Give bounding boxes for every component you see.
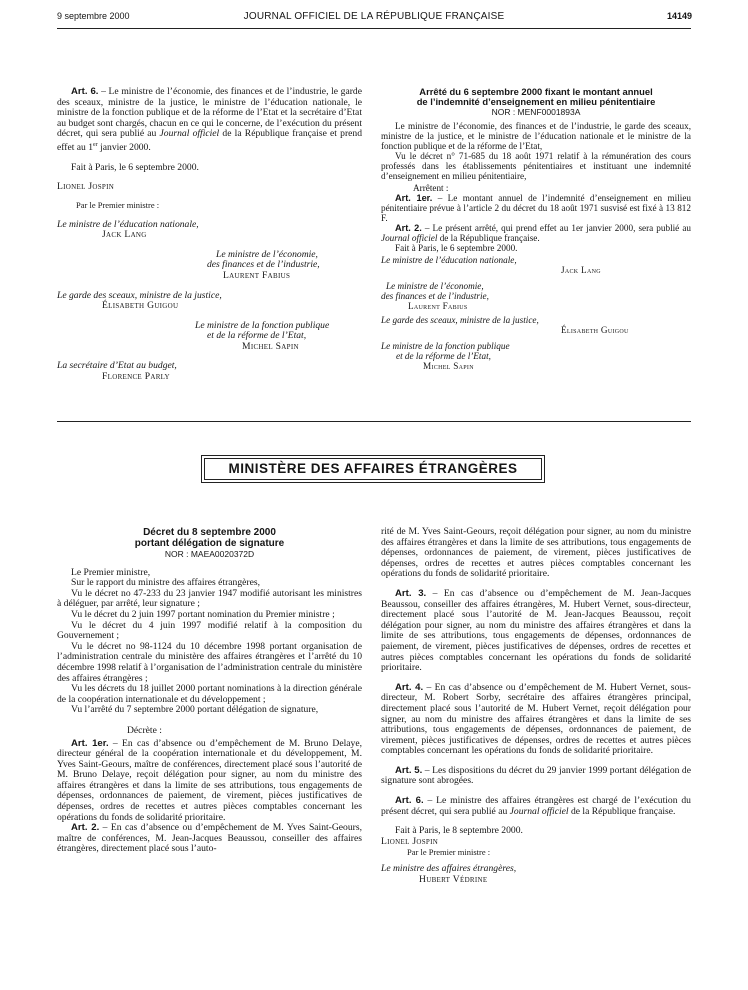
article-label: Art. 4. xyxy=(395,681,424,693)
journal-title: JOURNAL OFFICIEL DE LA RÉPUBLIQUE FRANÇAISE xyxy=(243,11,505,22)
page-number: 14149 xyxy=(666,11,692,21)
article-3 xyxy=(381,589,691,674)
bottom-left-column xyxy=(57,527,362,855)
decret-title xyxy=(57,527,362,549)
top-left-column xyxy=(57,87,362,383)
decrete: Décrète : xyxy=(127,724,162,736)
fait-a-paris: Fait à Paris, le 6 septembre 2000. xyxy=(395,243,518,253)
fait-a-paris: Fait à Paris, le 8 septembre 2000. xyxy=(395,825,523,837)
article-text: – En cas d’absence ou d’empêchement de M. Jean-Jacques Beaussou, conseiller des affaires étrangères, M. Hubert Vernet, sous-directeur, directement placé sous l’autorité de M. Jean-Jacques Beaussou, reçoit délégation pour signer, au nom du ministre des affaires étrangères et dans la limite de ses attributions, tous engagements de dépenses, ordonnances de paiement, de virement, pièces justificatives de dépenses, ordres de recettes et autres pièces comptables concernant les opérations du fonds de solidarité prioritaire. xyxy=(381,587,691,674)
signatory-role-cont: et de la réforme de l’Etat, xyxy=(396,351,491,361)
signatory-role: Le garde des sceaux, ministre de la justice, xyxy=(57,289,222,301)
visa: Vu le décret no 47-233 du 23 janvier 1947 modifié autorisant les ministres à déléguer, par arrêté, leur signature ; xyxy=(57,587,362,610)
signatory-name: Laurent Fabius xyxy=(223,269,291,281)
superscript: er xyxy=(93,141,98,148)
signatory-name: Jack Lang xyxy=(561,265,601,275)
article-label: Art. 2. xyxy=(395,223,422,233)
article-text: – Le ministre des affaires étrangères est chargé de l’exécution du présent décret, qui sera publié au xyxy=(381,795,691,817)
preamble: Le Premier ministre, xyxy=(71,566,151,578)
signatory-role-cont: des finances et de l’industrie, xyxy=(207,259,320,271)
article-text-end: de la République française et prend effet au 1 xyxy=(57,128,362,154)
article-text: – Le ministre de l’économie, des finances et de l’industrie, le garde des sceaux, ministre de la justice, le ministre de l’éducation nationale, le ministre de la fonction publique et de la réforme de l’Etat et la secrétaire d’Etat au budget sont chargés, chacun en ce qui le concerne, de l’exécution du présent décret, qui sera publié au xyxy=(57,86,362,140)
header-date: 9 septembre 2000 xyxy=(57,11,130,21)
par-premier-ministre: Par le Premier ministre : xyxy=(76,199,160,210)
article-6 xyxy=(57,87,362,154)
article-text: – En cas d’absence ou d’empêchement de M. Hubert Vernet, sous-directeur, M. Robert Sorby, secrétaire des affaires étrangères principal, directement placé sous l’autorité de M. Hubert Vernet, reçoit délégation pour signer, au nom du ministre des affaires étrangères et dans la limite de ses attributions, tous engagements de dépenses, ordonnances de paiement, de virement, pièces justificatives de dépenses, ordres de recettes et autres pièces comptables concernant les opérations du fonds de solidarité prioritaire. xyxy=(381,681,691,757)
section-rule xyxy=(57,421,691,422)
arretent: Arrêtent : xyxy=(413,183,449,193)
article-5 xyxy=(381,766,691,787)
article-text-end: de la République française. xyxy=(568,805,676,817)
arrete-title xyxy=(381,87,691,107)
header-rule xyxy=(57,28,691,29)
ministry-title: MINISTÈRE DES AFFAIRES ÉTRANGÈRES xyxy=(204,458,542,480)
journal-ref: Journal officiel xyxy=(159,128,220,140)
signatory-name: Élisabeth Guigou xyxy=(102,300,179,312)
article-text: – En cas d’absence ou d’empêchement de M. Bruno Delaye, directeur général de la coopération internationale et du développement, M. Yves Saint-Geours, maître de conférences, directement placé sous l’autorité de M. Bruno Delaye, reçoit délégation pour signer, au nom du ministre des affaires étrangères et dans la limite de ses attributions, tous engagements de dépenses, ordonnances de paiement, de virement, pièces justificatives de dépenses, ordres de recettes et autres pièces comptables concernant les opérations du fonds de solidarité prioritaire. xyxy=(57,737,362,823)
signatory-name: Élisabeth Guigou xyxy=(561,325,629,335)
article-label: Art. 1er. xyxy=(395,193,433,203)
signatory-role: Le garde des sceaux, ministre de la justice, xyxy=(381,315,539,325)
signatory-name: Jack Lang xyxy=(102,229,147,241)
article-text: – Le présent arrêté, qui prend effet au 1er janvier 2000, sera publié au xyxy=(421,223,691,233)
article-4 xyxy=(381,683,691,757)
article-1 xyxy=(381,193,691,223)
article-1 xyxy=(57,739,362,824)
journal-ref: Journal officiel xyxy=(381,233,438,243)
article-label: Art. 6. xyxy=(71,86,99,97)
ministry-banner xyxy=(201,455,545,483)
article-text: – Le montant annuel de l’indemnité d’enseignement en milieu pénitentiaire prévue à l’article 2 du décret du 18 août 1971 susvisé est fixé à 13 812 F. xyxy=(381,193,691,223)
article-label: Art. 6. xyxy=(395,795,424,807)
decret-title-line2: portant délégation de signature xyxy=(134,538,285,549)
signatory-name: Michel Sapin xyxy=(423,361,474,371)
article-label: Art. 3. xyxy=(395,587,427,599)
preamble: Le ministre de l’économie, des finances et de l’industrie, le garde des sceaux, ministre de la justice, et le ministre de l’éducation nationale et le ministre de la fonction publique et de la réforme de l’Etat, xyxy=(381,121,691,151)
visa: Vu le décret n° 71-685 du 18 août 1971 relatif à la rémunération des cours professés dans les établissements pénitentiaires et instituant une indemnité d’enseignement en milieu pénitentiaire, xyxy=(381,151,691,181)
top-right-column xyxy=(381,87,691,371)
article-2 xyxy=(57,823,362,855)
visa: Vu le décret du 4 juin 1997 modifié relatif à la composition du Gouvernement ; xyxy=(57,619,362,642)
visa: Vu l’arrêté du 7 septembre 2000 portant délégation de signature, xyxy=(71,704,319,716)
pm-signature: Lionel Jospin xyxy=(57,181,115,193)
article-text: – En cas d’absence ou d’empêchement de M. Yves Saint-Geours, maître de conférences, M. Jean-Jacques Beaussou, conseiller des affaires étrangères, directement placé sous l’auto- xyxy=(57,822,362,855)
fait-a-paris: Fait à Paris, le 6 septembre 2000. xyxy=(71,161,199,173)
article-label: Art. 5. xyxy=(395,764,423,776)
signatory-name: Hubert Védrine xyxy=(419,873,488,885)
article-label: Art. 1er. xyxy=(71,737,109,749)
nor-reference: NOR : MAEA0020372D xyxy=(164,549,255,559)
par-premier-ministre: Par le Premier ministre : xyxy=(407,847,491,858)
pm-signature: Lionel Jospin xyxy=(381,835,439,847)
article-label: Art. 2. xyxy=(71,822,100,834)
signatory-role: Le ministre de l’économie, xyxy=(386,281,484,291)
article-2-continued: rité de M. Yves Saint-Geours, reçoit délégation pour signer, au nom du ministre des affaires étrangères et dans la limite de ses attributions, tous engagements de dépenses, ordonnances de paiement, de virement, pièces justificatives de dépenses, ordres de recettes et autres pièces comptables concernant les opérations du fonds de solidarité prioritaire. xyxy=(381,526,691,580)
article-6 xyxy=(381,796,691,817)
signatory-role: Le ministre de la fonction publique xyxy=(381,341,510,351)
bottom-right-column xyxy=(381,527,691,885)
article-text-end: de la République française. xyxy=(437,233,540,243)
visa: Vu le décret no 98-1124 du 10 décembre 1998 portant organisation de l’administration centrale du ministère des affaires étrangères et l’arrêté du 10 décembre 1998 relatif à l’organisation de l’administration centrale du ministère des affaires étrangères ; xyxy=(57,640,362,684)
signatory-role: Le ministre de la fonction publique xyxy=(195,319,330,331)
signatory-role: La secrétaire d’Etat au budget, xyxy=(57,360,177,372)
signatory-role: Le ministre des affaires étrangères, xyxy=(381,863,517,875)
article-text: – Les dispositions du décret du 29 janvier 1999 portant délégation de signature sont abrogées. xyxy=(381,764,691,787)
journal-ref: Journal officiel xyxy=(509,805,569,817)
arrete-title-line2: de l’indemnité d’enseignement en milieu pénitentiaire xyxy=(416,96,656,107)
nor-reference: NOR : MENF0001893A xyxy=(491,107,581,117)
visa: Vu le décret du 2 juin 1997 portant nomination du Premier ministre ; xyxy=(71,608,335,620)
signatory-role-cont: et de la réforme de l’Etat, xyxy=(207,330,307,342)
signatory-name: Florence Parly xyxy=(102,371,170,383)
decret-title-line1: Décret du 8 septembre 2000 xyxy=(143,527,276,538)
visa: Sur le rapport du ministre des affaires étrangères, xyxy=(71,577,260,589)
signatory-role: Le ministre de l’éducation nationale, xyxy=(57,218,199,230)
signatory-role: Le ministre de l’économie, xyxy=(216,248,318,260)
article-2 xyxy=(381,223,691,243)
page-header xyxy=(0,0,748,28)
article-text-end2: janvier 2000. xyxy=(97,142,151,154)
signatory-name: Michel Sapin xyxy=(242,340,299,352)
signatory-name: Laurent Fabius xyxy=(408,301,468,311)
visa: Vu les décrets du 18 juillet 2000 portant nominations à la direction générale de la coopération internationale et du développement ; xyxy=(57,683,362,705)
signatory-role-cont: des finances et de l’industrie, xyxy=(381,291,489,301)
signatory-role: Le ministre de l’éducation nationale, xyxy=(381,255,517,265)
arrete-title-line1: Arrêté du 6 septembre 2000 fixant le montant annuel xyxy=(419,86,653,97)
